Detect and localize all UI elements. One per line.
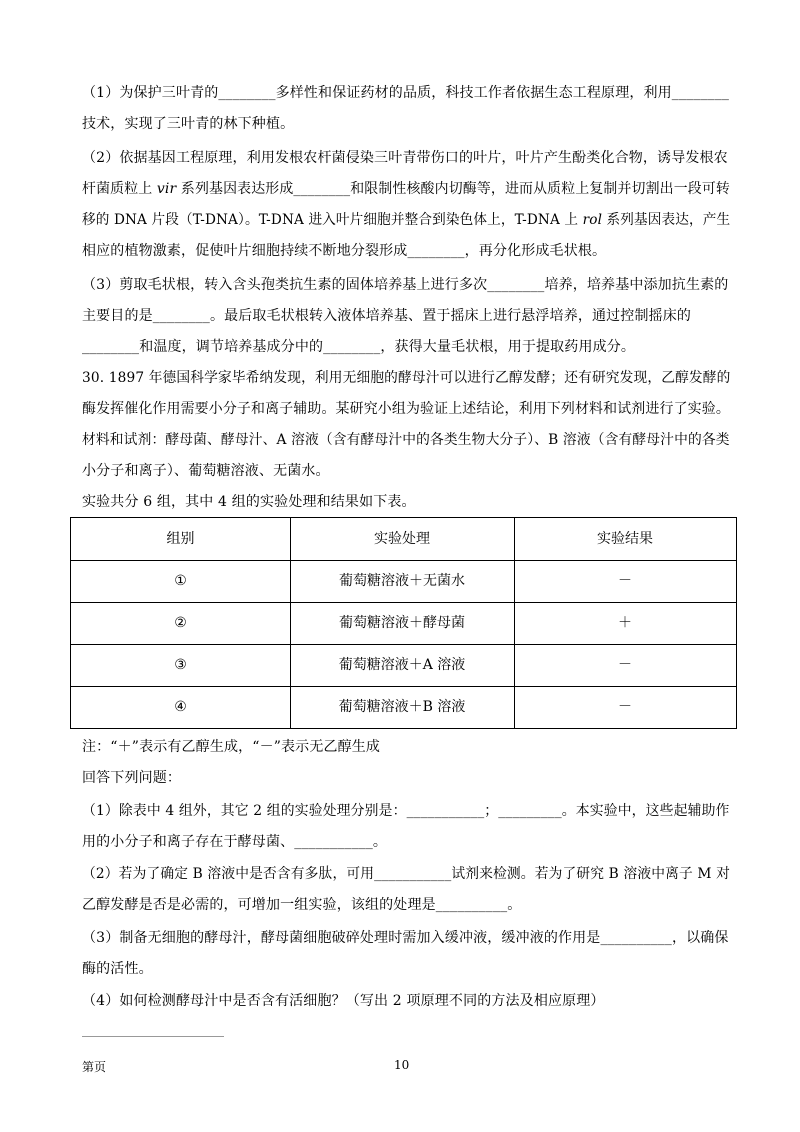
footer-page-label: 第页	[82, 1060, 107, 1074]
q29-part2-line3	[82, 210, 730, 230]
table-row	[71, 602, 736, 644]
result-cell: ＋	[618, 615, 632, 631]
q30-sub1-line1: （1）除表中 4 组外，其它 2 组的实验处理分别是：___________；_________。本实验中，这些起辅助作	[82, 803, 730, 819]
group-cell: ③	[174, 657, 187, 673]
text-segment: 杆菌质粒上	[82, 181, 157, 197]
q30-materials-line1: 材料和试剂：酵母菌、酵母汁、A 溶液（含有酵母汁中的各类生物大分子）、B 溶液（含有酵母汁中的各类	[82, 432, 730, 448]
q30-materials-line2: 小分子和离子）、葡萄糖溶液、无菌水。	[82, 463, 330, 479]
text-segment: 系列基因表达，产生	[602, 212, 731, 228]
treatment-cell: 葡萄糖溶液＋酵母菌	[339, 615, 465, 631]
table-note: 注：“＋”表示有乙醇生成，“－”表示无乙醇生成	[82, 739, 381, 755]
group-cell: ④	[174, 699, 187, 715]
q30-table-caption: 实验共分 6 组，其中 4 组的实验处理和结果如下表。	[82, 494, 416, 510]
table-row	[71, 686, 736, 728]
q29-part2-line4: 相应的植物激素，促使叶片细胞持续不断地分裂形成________，再分化形成毛状根。	[82, 243, 607, 259]
treatment-cell: 葡萄糖溶液＋B 溶液	[338, 699, 466, 715]
q30-intro-line1: 30. 1897 年德国科学家毕希纳发现，利用无细胞的酵母汁可以进行乙醇发酵；还有研究发现，乙醇发酵的	[82, 370, 731, 386]
page-number: 10	[394, 1058, 410, 1072]
q29-part3-line2: 主要目的是________。最后取毛状根转入液体培养基、置于摇床上进行悬浮培养，通过控制摇床的	[82, 308, 692, 324]
answer-prompt: 回答下列问题：	[82, 770, 182, 786]
column-header-result: 实验结果	[597, 531, 653, 547]
q29-part2-line1: （2）依据基因工程原理，利用发根农杆菌侵染三叶青带伤口的叶片，叶片产生酚类化合物，诱导发根农	[82, 150, 728, 166]
result-cell: －	[618, 699, 632, 715]
q29-part1-line1: （1）为保护三叶青的________多样性和保证药材的品质，科技工作者依据生态工程原理，利用________	[82, 85, 730, 101]
q30-sub1-line2: 用的小分子和离子存在于酵母菌、___________。	[82, 834, 388, 850]
text-segment: 系列基因表达形成________和限制性核酸内切酶等，进而从质粒上复制并切割出一段可转	[176, 181, 730, 197]
text-segment: 移的 DNA 片段（T-DNA）。T-DNA 进入叶片细胞并整合到染色体上，T-DNA 上	[82, 212, 583, 228]
table-row	[71, 644, 736, 686]
q29-part2-line2	[82, 179, 730, 199]
treatment-cell: 葡萄糖溶液＋A 溶液	[338, 657, 466, 673]
q30-sub2-line1: （2）若为了确定 B 溶液中是否含有多肽，可用___________试剂来检测。若为了研究 B 溶液中离子 M 对	[82, 866, 731, 882]
column-header-treatment: 实验处理	[374, 531, 430, 547]
group-cell: ①	[174, 573, 187, 589]
q29-part3-line1: （3）剪取毛状根，转入含头孢类抗生素的固体培养基上进行多次________培养，培养基中添加抗生素的	[82, 277, 729, 293]
experiment-table	[70, 517, 737, 729]
q29-part1-line2: 技术，实现了三叶青的林下种植。	[82, 116, 295, 132]
footnote-divider	[82, 1036, 224, 1037]
q30-sub3-line2: 酶的活性。	[82, 961, 153, 977]
q30-sub2-line2: 乙醇发酵是否是必需的，可增加一组实验，该组的处理是__________。	[82, 897, 522, 913]
table-row	[71, 560, 736, 602]
q30-sub4-line1: （4）如何检测酵母汁中是否含有活细胞？（写出 2 项原理不同的方法及相应原理）	[82, 993, 605, 1009]
treatment-cell: 葡萄糖溶液＋无菌水	[339, 573, 465, 589]
group-cell: ②	[174, 615, 187, 631]
q29-part3-line3: ________和温度，调节培养基成分中的________，获得大量毛状根，用于提取药用成分。	[82, 339, 636, 355]
result-cell: －	[618, 657, 632, 673]
q30-intro-line2: 酶发挥催化作用需要小分子和离子辅助。某研究小组为验证上述结论，利用下列材料和试剂进行了实验。	[82, 401, 730, 417]
q30-sub3-line1: （3）制备无细胞的酵母汁，酵母菌细胞破碎处理时需加入缓冲液，缓冲液的作用是__________，以确保	[82, 930, 729, 946]
table-header-row	[71, 518, 736, 560]
gene-name-vir: vir	[156, 181, 177, 197]
column-header-group: 组别	[166, 531, 195, 547]
gene-name-rol: rol	[582, 212, 603, 228]
result-cell: －	[618, 573, 632, 589]
